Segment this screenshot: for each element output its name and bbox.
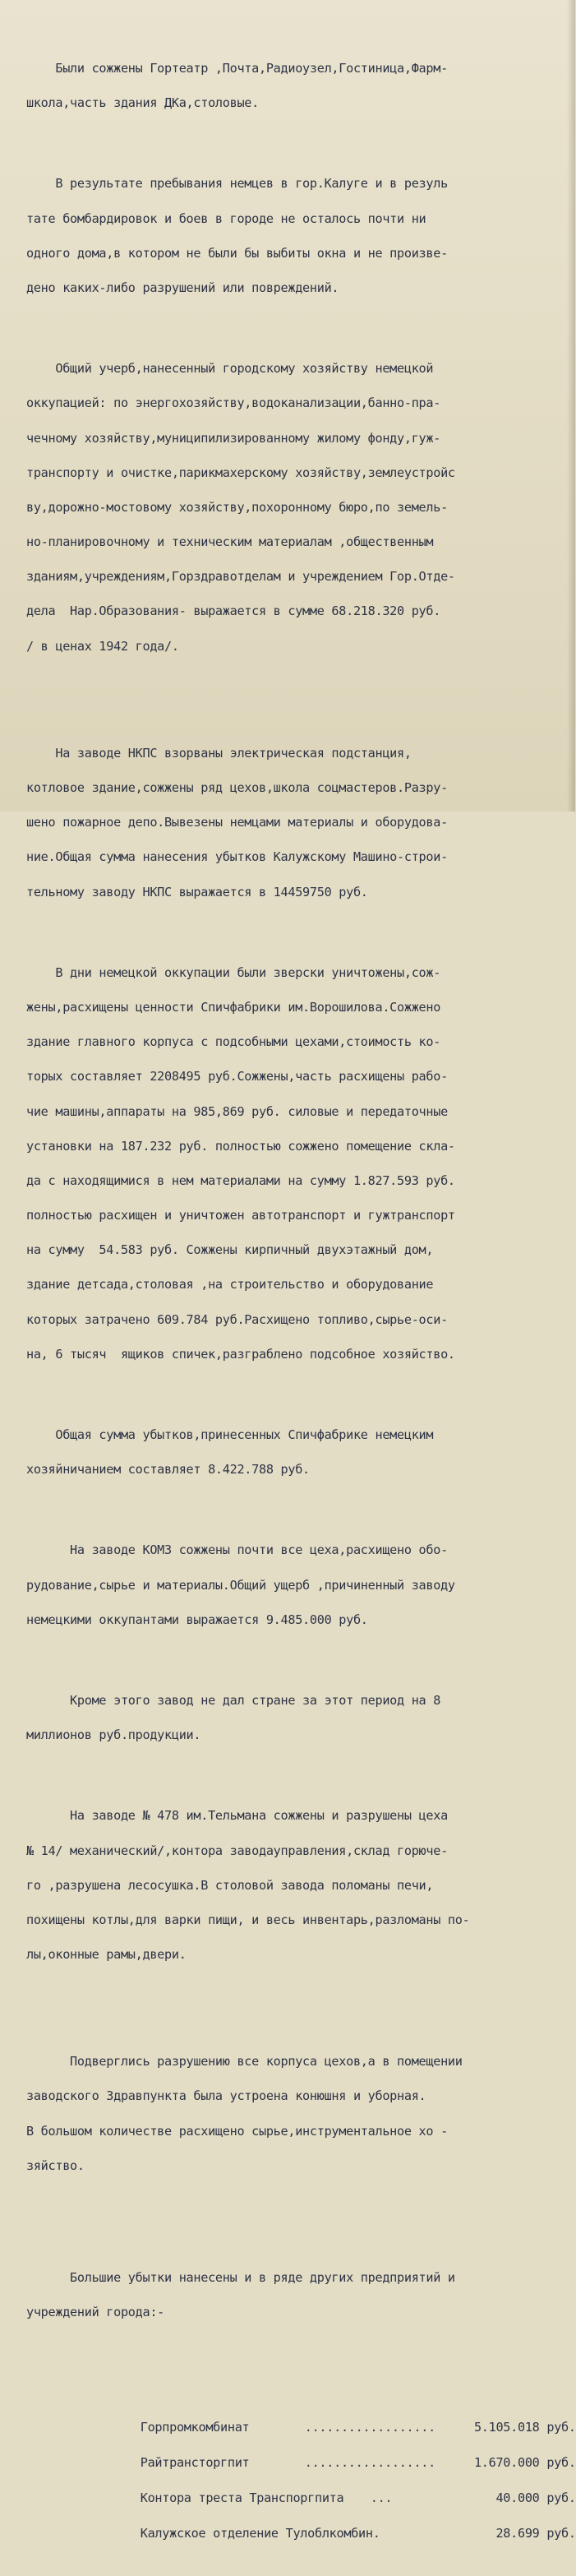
paragraph	[26, 39, 576, 132]
text-line: жены,расхищены ценности Спичфабрики им.Ворошилова.Сожжено	[26, 999, 441, 1015]
paragraph	[26, 944, 576, 1383]
text-line: здание детсада,столовая ,на строительство и оборудование	[26, 1277, 434, 1293]
text-line: установки на 187.232 руб. полностью сожжено помещение скла-	[26, 1138, 455, 1154]
text-line: зяйство.	[26, 2157, 85, 2173]
text-line: чечному хозяйству,муниципилизированному жилому фонду,гуж-	[26, 430, 441, 446]
text-line: дела Нар.Образования- выражается в сумме 68.218.320 руб.	[26, 604, 441, 619]
text-line: Общий учерб,нанесенный городскому хозяйству немецкой	[26, 361, 434, 377]
paragraph	[26, 340, 576, 675]
text-line: № 14/ механический/,контора заводауправления,склад горюче-	[26, 1843, 448, 1858]
text-line: миллионов руб.продукции.	[26, 1727, 201, 1743]
text-line: да с находящимися в нем материалами на сумму 1.827.593 руб.	[26, 1172, 455, 1188]
text-line: которых затрачено 609.784 руб.Расхищено топливо,сырье-оси-	[26, 1311, 448, 1327]
enterprise-name: Контора треста Транспоргпита	[140, 2490, 344, 2506]
text-line: торых составляет 2208495 руб.Сожжены,часть расхищены рабо-	[26, 1069, 448, 1085]
text-line: на сумму 54.583 руб. Сожжены кирпичный двухэтажный дом,	[26, 1242, 434, 1258]
text-line: / в ценах 1942 года/.	[26, 638, 179, 654]
text-line: В дни немецкой оккупации были зверски уничтожены,сож-	[26, 964, 441, 980]
text-line: школа,часть здания ДКа,столовые.	[26, 95, 259, 111]
paragraph	[26, 2249, 576, 2341]
text-line: рудование,сырье и материалы.Общий ущерб ,причиненный заводу	[26, 1577, 455, 1593]
text-line: Подверглись разрушению все корпуса цехов,а в помещении	[26, 2054, 463, 2070]
text-line: хозяйничанием составляет 8.422.788 руб.	[26, 1462, 310, 1478]
paragraph	[26, 2033, 576, 2194]
paragraph	[26, 1521, 576, 1649]
losses-table	[82, 2387, 576, 2551]
dot-leader: ..................	[304, 2455, 435, 2471]
text-line: В результате пребывания немцев в гор.Калуге и в резуль	[26, 176, 448, 192]
text-line: ву,дорожно-мостовому хозяйству,похоронному бюро,по земель-	[26, 499, 448, 515]
enterprise-name: Калужское отделение Тулоблкомбин.	[140, 2526, 380, 2541]
text-line: заводского Здравпункта была устроена конюшня и уборная.	[26, 2088, 426, 2104]
text-line: зданиям,учреждениям,Горздравотделам и учреждением Гор.Отде-	[26, 569, 455, 585]
document-body	[26, 16, 576, 2574]
text-line: оккупацией: по энергохозяйству,водоканализации,банно-пра-	[26, 395, 441, 411]
text-line: котловое здание,сожжены ряд цехов,школа соцмастеров.Разру-	[26, 780, 448, 795]
text-line: тельному заводу НКПС выражается в 14459750 руб.	[26, 884, 368, 900]
paragraph	[26, 155, 576, 317]
text-line: На заводе НКПС взорваны электрическая подстанция,	[26, 745, 412, 761]
loss-amount: 5.105.018 руб.	[473, 2420, 576, 2435]
text-line: лы,оконные рамы,двери.	[26, 1947, 187, 1963]
loss-amount: 28.699 руб.	[495, 2526, 576, 2541]
text-line: В большом количестве расхищено сырье,инструментальное хо -	[26, 2123, 448, 2139]
text-line: транспорту и очистке,парикмахерскому хозяйству,землеустройс	[26, 465, 455, 480]
text-line: похищены котлы,для варки пищи, и весь инвентарь,разломаны по-	[26, 1912, 470, 1927]
paragraph	[26, 1406, 576, 1498]
dot-leader: ...	[370, 2490, 393, 2506]
paragraph	[26, 724, 576, 921]
text-line: одного дома,в котором не были бы выбиты окна и не произве-	[26, 245, 448, 261]
text-line: дено каких-либо разрушений или повреждений.	[26, 280, 339, 295]
table-row	[82, 2410, 576, 2435]
table-row	[82, 2445, 576, 2471]
text-line: здание главного корпуса с подсобными цехами,стоимость ко-	[26, 1034, 441, 1050]
text-line: шено пожарное депо.Вывезены немцами материалы и оборудова-	[26, 815, 448, 830]
enterprise-name: Горпромкомбинат	[140, 2420, 250, 2435]
enterprise-name: Райтрансторгпит	[140, 2455, 250, 2471]
text-line: На заводе КОМЗ сожжены почти все цеха,расхищено обо-	[26, 1542, 448, 1558]
table-row	[82, 2516, 576, 2541]
text-line: чие машины,аппараты на 985,869 руб. силовые и передаточные	[26, 1103, 448, 1119]
text-line: Большие убытки нанесены и в ряде других предприятий и	[26, 2270, 455, 2285]
text-line: тате бомбардировок и боев в городе не осталось почти ни	[26, 210, 426, 226]
paragraph	[26, 1787, 576, 1983]
text-line: на, 6 тысяч ящиков спичек,разграблено подсобное хозяйство.	[26, 1346, 455, 1362]
text-line: полностью расхищен и уничтожен автотранспорт и гужтранспорт	[26, 1208, 455, 1223]
text-line: Были сожжены Гортеатр ,Почта,Радиоузел,Гостиница,Фарм-	[26, 61, 448, 76]
text-line: го ,разрушена лесосушка.В столовой завода поломаны печи,	[26, 1877, 434, 1893]
text-line: немецкими оккупантами выражается 9.485.000 руб.	[26, 1612, 368, 1627]
text-line: но-планировочному и техническим материалам ,общественным	[26, 534, 434, 550]
loss-amount: 40.000 руб.	[495, 2490, 576, 2506]
text-line: На заводе № 478 им.Тельмана сожжены и разрушены цеха	[26, 1808, 448, 1824]
table-row	[82, 2481, 576, 2506]
text-line: Общая сумма убытков,принесенных Спичфабрике немецким	[26, 1427, 434, 1442]
paragraph	[26, 1672, 576, 1764]
loss-amount: 1.670.000 руб.	[473, 2455, 576, 2471]
text-line: учреждений города:-	[26, 2305, 165, 2320]
dot-leader: ..................	[304, 2420, 435, 2435]
text-line: Кроме этого завод не дал стране за этот период на 8	[26, 1692, 441, 1708]
text-line: ние.Общая сумма нанесения убытков Калужскому Машино-строи-	[26, 849, 448, 865]
